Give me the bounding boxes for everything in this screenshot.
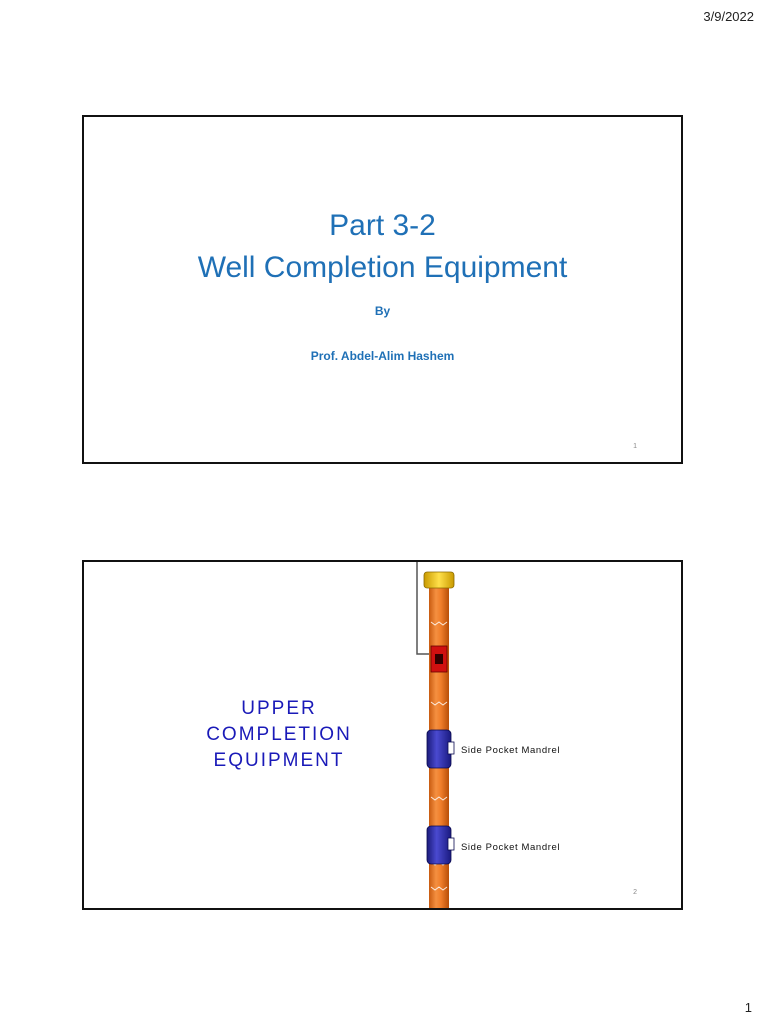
page-date: 3/9/2022 [703, 9, 754, 24]
heading-line-3: EQUIPMENT [213, 750, 345, 771]
heading-line-1: UPPER [241, 698, 317, 719]
completion-string-diagram [84, 562, 681, 908]
slide-number: 2 [633, 889, 637, 896]
side-pocket-mandrel-label-1: Side Pocket Mandrel [461, 745, 561, 756]
slide-title: Well Completion Equipment [197, 251, 568, 284]
heading-line-2: COMPLETION [206, 724, 352, 745]
slide-number: 1 [633, 443, 637, 450]
side-pocket-mandrel-1-icon [427, 730, 454, 768]
wellhead-icon [424, 572, 454, 588]
slide-title-part: Part 3-2 [329, 209, 436, 242]
page-number: 1 [744, 1000, 752, 1015]
author-name: Prof. Abdel-Alim Hashem [310, 349, 455, 363]
by-label: By [374, 304, 391, 318]
side-pocket-mandrel-2-icon [427, 826, 454, 864]
slide-2 [82, 560, 683, 910]
side-pocket-mandrel-label-2: Side Pocket Mandrel [461, 842, 561, 853]
slide-1 [82, 115, 683, 464]
